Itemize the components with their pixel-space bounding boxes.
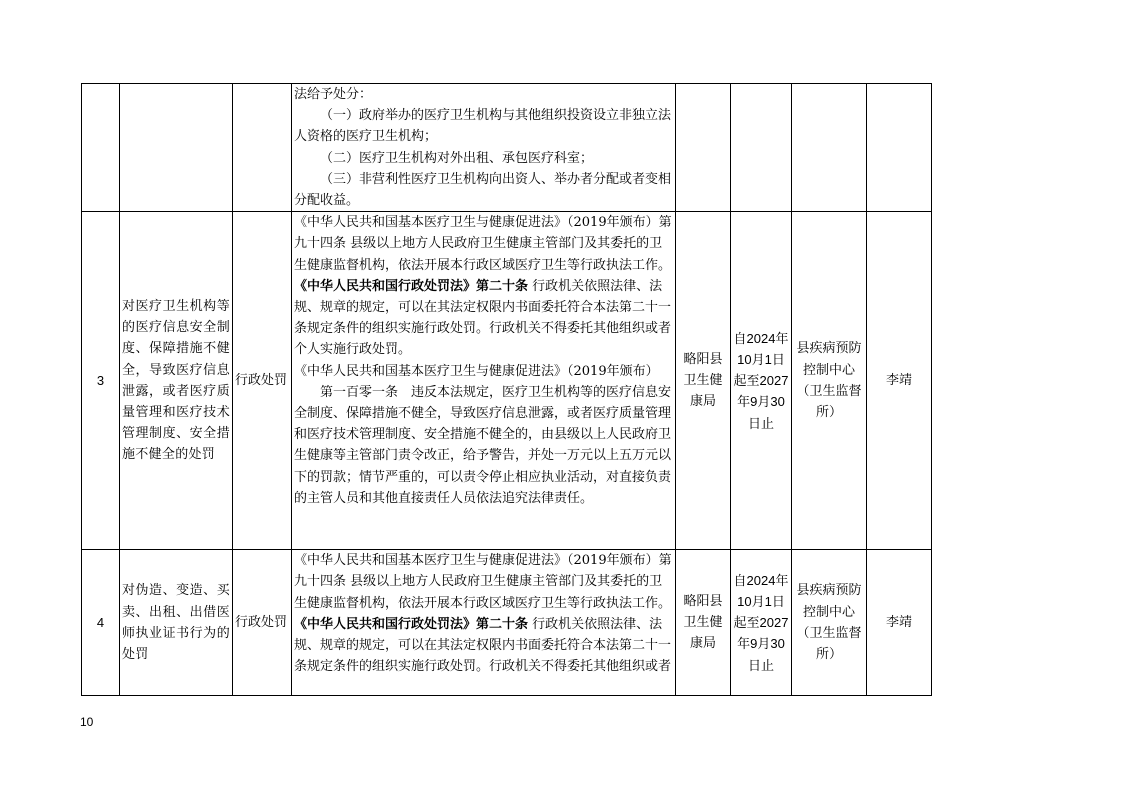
basis-paragraph: （三）非营利性医疗卫生机构向出资人、举办者分配或者变相分配收益。: [294, 171, 672, 209]
authority-cell: [676, 84, 731, 212]
executor-cell: 县疾病预防控制中心（卫生监督所）: [792, 212, 867, 550]
basis-paragraph: [294, 276, 673, 361]
table-row: [82, 550, 932, 696]
seq-cell: [82, 84, 120, 212]
basis-paragraph: [294, 614, 673, 678]
authority-cell: 略阳县卫生健康局: [676, 550, 731, 696]
seq-cell: 3: [82, 212, 120, 550]
page-number: 10: [80, 715, 94, 729]
category-cell: [233, 84, 292, 212]
basis-cell: [292, 84, 676, 212]
basis-paragraph: 《中华人民共和国基本医疗卫生与健康促进法》（2019年颁布）第九十四条 县级以上地方人民政府卫生健康主管部门及其委托的卫生健康监督机构，依法开展本行政区域医疗卫生等行政执法工作。: [294, 215, 672, 273]
item-cell: 对伪造、变造、买卖、出租、出借医师执业证书行为的处罚: [120, 550, 233, 696]
basis-paragraph: 《中华人民共和国基本医疗卫生与健康促进法》（2019年颁布）: [294, 363, 659, 379]
basis-paragraph: （二）医疗卫生机构对外出租、承包医疗科室；: [320, 150, 594, 166]
person-cell: 李靖: [867, 550, 932, 696]
basis-paragraph: 第一百零一条 违反本法规定，医疗卫生机构等的医疗信息安全制度、保障措施不健全，导致医疗信息泄露，或者医疗质量管理和医疗技术管理制度、安全措施不健全的，由县级以上人民政府卫生健康等主管部门责令改正，给予警告，并处一万元以上五万元以下的罚款；情节严重的，可以责令停止相应执业活动，对直接负责的主管人员和其他直接责任人员依法追究法律责任。: [294, 384, 672, 506]
item-cell: 对医疗卫生机构等的医疗信息安全制度、保障措施不健全，导致医疗信息泄露，或者医疗质量管理和医疗技术管理制度、安全措施不健全的处罚: [120, 212, 233, 550]
basis-paragraph: （一）政府举办的医疗卫生机构与其他组织投资设立非独立法人资格的医疗卫生机构；: [294, 108, 672, 145]
law-text: 行政机关依照法律、法规、规章的规定，可以在其法定权限内书面委托符合本法第二十一条规定条件的组织实施行政处罚。行政机关不得委托其他组织或者个人实施行政处罚。: [294, 278, 672, 358]
authority-cell: 略阳县卫生健康局: [676, 212, 731, 550]
basis-paragraph: 法给予处分：: [294, 87, 373, 102]
executor-cell: 县疾病预防控制中心（卫生监督所）: [792, 550, 867, 696]
table-row: [82, 84, 932, 212]
period-cell: 自2024年10月1日起至2027年9月30日止: [731, 550, 792, 696]
law-citation: 《中华人民共和国行政处罚法》第二十条: [294, 616, 529, 632]
category-cell: 行政处罚: [233, 550, 292, 696]
executor-cell: [792, 84, 867, 212]
basis-paragraph: 《中华人民共和国基本医疗卫生与健康促进法》（2019年颁布）第九十四条 县级以上地方人民政府卫生健康主管部门及其委托的卫生健康监督机构，依法开展本行政区域医疗卫生等行政执法工作。: [294, 553, 672, 611]
law-citation: 《中华人民共和国行政处罚法》第二十条: [294, 278, 529, 294]
law-text: 行政机关依照法律、法规、规章的规定，可以在其法定权限内书面委托符合本法第二十一条规定条件的组织实施行政处罚。行政机关不得委托其他组织或者: [294, 616, 672, 675]
item-cell: [120, 84, 233, 212]
seq-cell: 4: [82, 550, 120, 696]
table-row: [82, 212, 932, 550]
person-cell: 李靖: [867, 212, 932, 550]
category-cell: 行政处罚: [233, 212, 292, 550]
basis-cell: [292, 212, 676, 550]
enforcement-table: [81, 83, 932, 696]
period-cell: 自2024年10月1日起至2027年9月30日止: [731, 212, 792, 550]
period-cell: [731, 84, 792, 212]
basis-cell: [292, 550, 676, 696]
person-cell: [867, 84, 932, 212]
